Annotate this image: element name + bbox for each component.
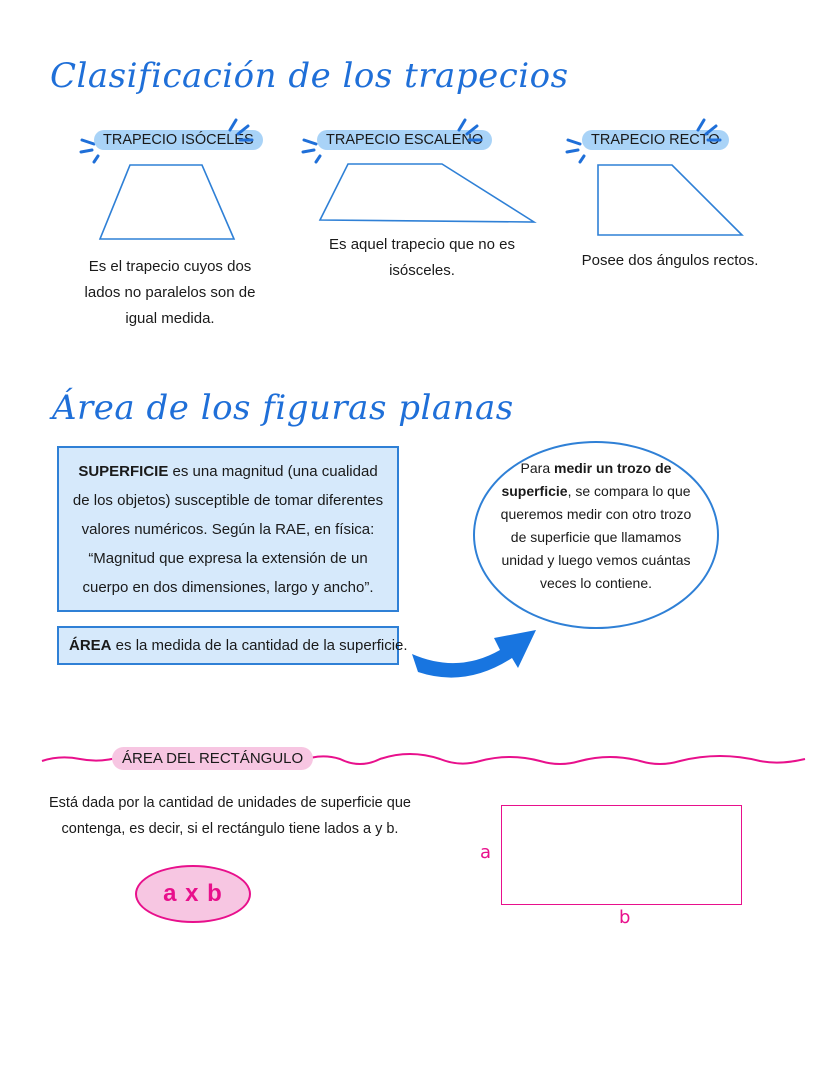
area-definition-text xyxy=(69,628,408,663)
trapezoid-description-isosceles: Es el trapecio cuyos dos lados no paralelos son de igual medida. xyxy=(84,258,256,327)
sparkle-icon xyxy=(694,112,724,142)
trapezoid-description-recto: Posee dos ángulos rectos. xyxy=(581,252,759,269)
superficie-definition-box xyxy=(57,446,399,612)
superficie-term: SUPERFICIE xyxy=(78,463,169,480)
trapezoid-label-escaleno: TRAPECIO ESCALENO xyxy=(317,130,492,150)
area-body: es la medida de la cantidad de la superficie. xyxy=(111,637,408,654)
sparkle-icon xyxy=(455,112,485,142)
section-title-area: Área de los figuras planas xyxy=(52,388,514,428)
curved-arrow-icon xyxy=(408,622,548,682)
rectangle-shape xyxy=(501,805,742,905)
rectangle-side-a-label: a xyxy=(480,842,492,863)
formula-text: a x b xyxy=(163,880,223,907)
area-definition-box xyxy=(57,626,408,665)
trapezoid-label-recto: TRAPECIO RECTO xyxy=(582,130,729,150)
superficie-definition-text xyxy=(71,457,385,602)
trapezoid-label-isosceles: TRAPECIO ISÓCELES xyxy=(94,130,263,150)
medir-superficie-text xyxy=(493,457,699,595)
right-trapezoid-shape xyxy=(596,163,746,239)
superficie-body: es una magnitud (una cualidad de los objetos) susceptible de tomar diferentes valores numéricos. Según la RAE, en física: “Magnitud que expresa la extensión de un cuerpo en dos dimensiones, largo y ancho”. xyxy=(72,463,384,596)
oval-bold: medir un trozo de superficie xyxy=(501,460,672,499)
oval-lead: Para xyxy=(520,460,554,476)
oval-body: , se compara lo que queremos medir con otro trozo de superficie que llamamos unidad y luego vemos cuántas veces lo contiene. xyxy=(500,483,692,591)
section-title-trapecios: Clasificación de los trapecios xyxy=(50,56,569,96)
area-term: ÁREA xyxy=(69,637,112,654)
isosceles-trapezoid-shape xyxy=(98,163,238,243)
rectangle-side-b-label: b xyxy=(619,907,631,928)
scalene-trapezoid-shape xyxy=(318,162,538,226)
rectangle-area-label: ÁREA DEL RECTÁNGULO xyxy=(112,747,313,770)
formula-badge xyxy=(135,865,251,923)
medir-superficie-oval xyxy=(473,441,719,629)
sparkle-icon xyxy=(226,112,256,142)
rectangle-area-description: Está dada por la cantidad de unidades de superficie que contenga, es decir, si el rectángulo tiene lados a y b. xyxy=(49,795,411,837)
trapezoid-description-escaleno: Es aquel trapecio que no es isósceles. xyxy=(329,236,515,279)
